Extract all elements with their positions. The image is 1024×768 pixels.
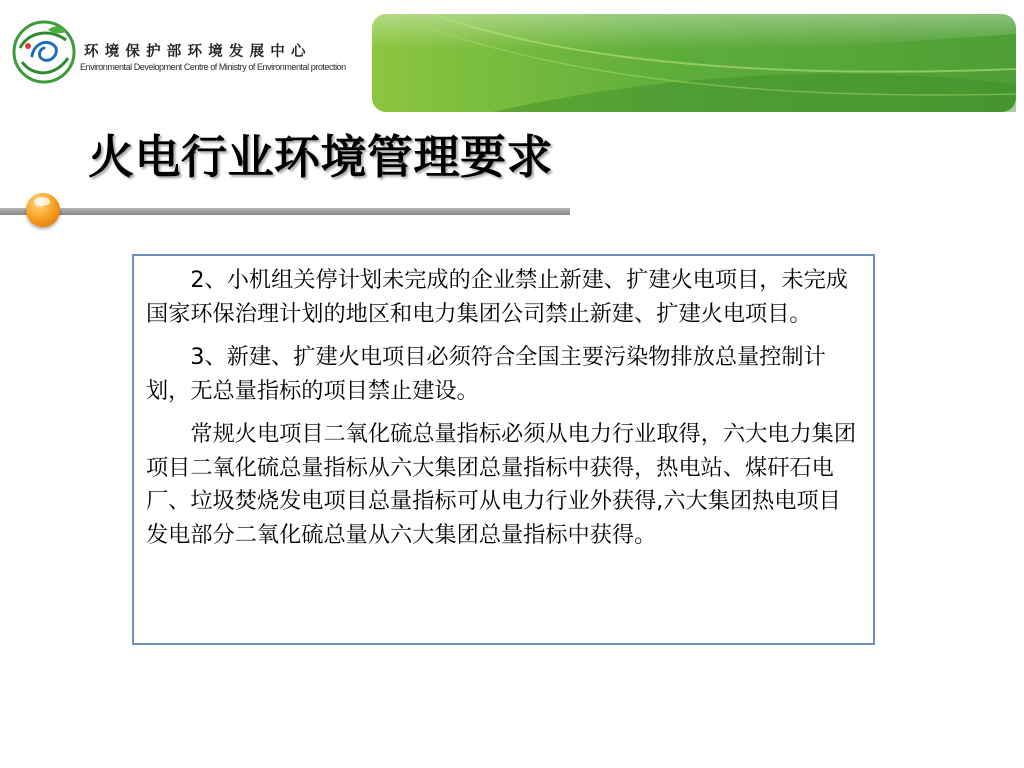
paragraph-item-3: 3、新建、扩建火电项目必须符合全国主要污染物排放总量控制计划，无总量指标的项目禁止建设。 [146,344,826,404]
content-text-box [132,254,875,645]
organization-name-cn: 环境保护部环境发展中心 [84,44,312,60]
title-underline-bar [0,208,570,215]
slide-title: 火电行业环境管理要求 [88,130,553,184]
organization-logo-icon [10,18,78,86]
paragraph-item-2: 2、小机组关停计划未完成的企业禁止新建、扩建火电项目，未完成国家环保治理计划的地区和电力集团公司禁止新建、扩建火电项目。 [146,267,848,327]
paragraph-so2-quota: 常规火电项目二氧化硫总量指标必须从电力行业取得，六大电力集团项目二氧化硫总量指标从六大集团总量指标中获得，热电站、煤矸石电厂、垃圾焚烧发电项目总量指标可从电力行业外获得,六大集团热电项目发电部分二氧化硫总量从六大集团总量指标中获得。 [146,421,857,548]
header-green-banner [372,14,1016,112]
organization-name-en: Environmental Development Centre of Ministry of Environmental protection [80,62,346,72]
orange-bullet-orb [26,193,60,227]
